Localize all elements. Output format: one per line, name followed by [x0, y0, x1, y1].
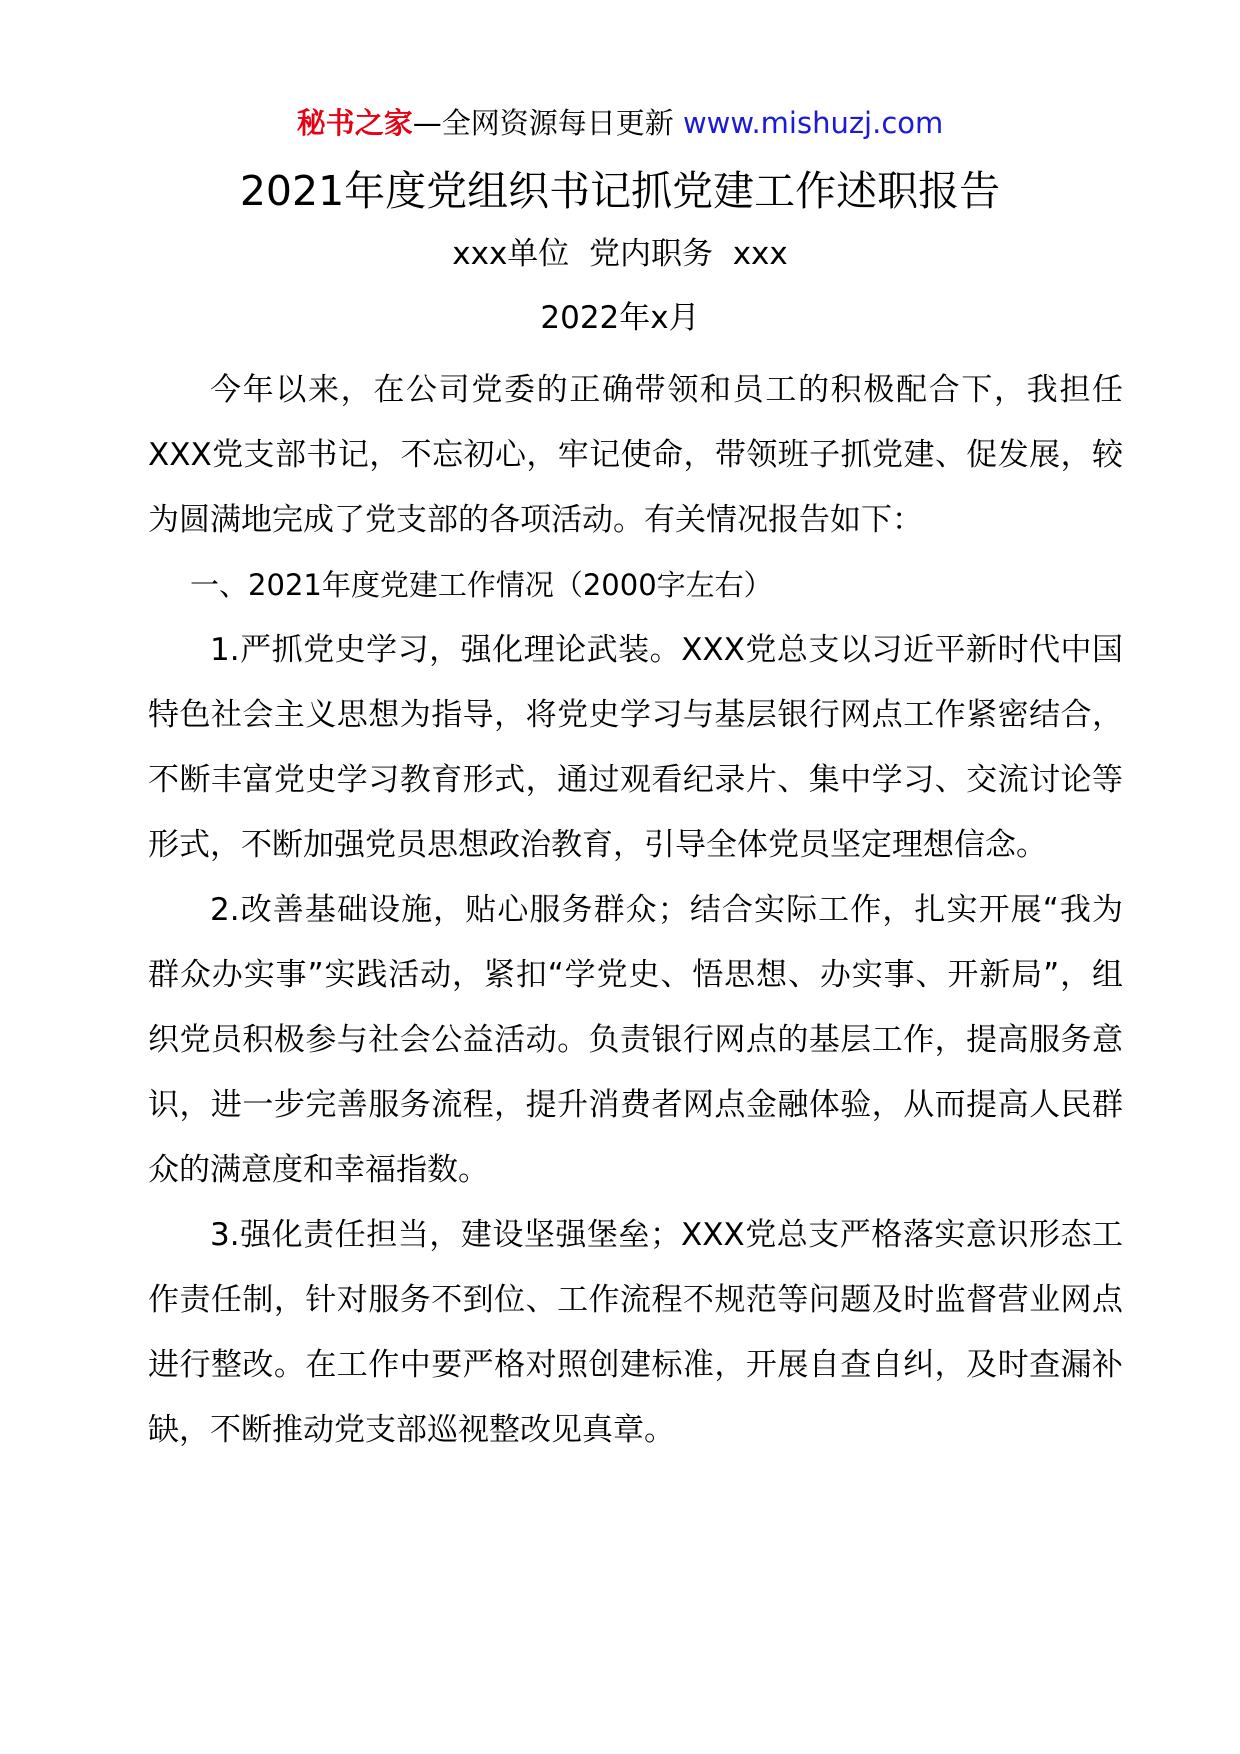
paragraph-item-3: 3.强化责任担当，建设坚强堡垒；XXX党总支严格落实意识形态工作责任制，针对服务不到位、工作流程不规范等问题及时监督营业网点进行整改。在工作中要严格对照创建标准，开展自查自纠，及时查漏补缺，不断推动党支部巡视整改见真章。	[148, 1217, 1123, 1448]
section-heading: 一、2021年度党建工作情况（2000字左右）	[190, 568, 773, 602]
site-url: www.mishuzj.com	[682, 106, 944, 140]
document-title: 2021年度党组织书记抓党建工作述职报告	[239, 167, 1001, 215]
site-header	[0, 100, 1240, 146]
intro-paragraph: 今年以来，在公司党委的正确带领和员工的积极配合下，我担任XXX党支部书记，不忘初心，牢记使命，带领班子抓党建、促发展，较为圆满地完成了党支部的各项活动。有关情况报告如下：	[148, 372, 1123, 538]
header-slogan: —全网资源每日更新	[412, 106, 674, 140]
paragraph-item-1: 1.严抓党史学习，强化理论武装。XXX党总支以习近平新时代中国特色社会主义思想为指导，将党史学习与基层银行网点工作紧密结合，不断丰富党史学习教育形式，通过观看纪录片、集中学习、交流讨论等形式，不断加强党员思想政治教育，引导全体党员坚定理想信念。	[148, 632, 1123, 863]
author-line: xxx单位 党内职务 xxx	[452, 236, 788, 272]
paragraph-item-2: 2.改善基础设施，贴心服务群众；结合实际工作，扎实开展“我为群众办实事”实践活动，紧扣“学党史、悟思想、办实事、开新局”，组织党员积极参与社会公益活动。负责银行网点的基层工作，提高服务意识，进一步完善服务流程，提升消费者网点金融体验，从而提高人民群众的满意度和幸福指数。	[148, 892, 1123, 1188]
document-body	[148, 358, 1123, 1463]
date-line: 2022年x月	[540, 300, 700, 336]
brand-name: 秘书之家	[296, 106, 413, 140]
